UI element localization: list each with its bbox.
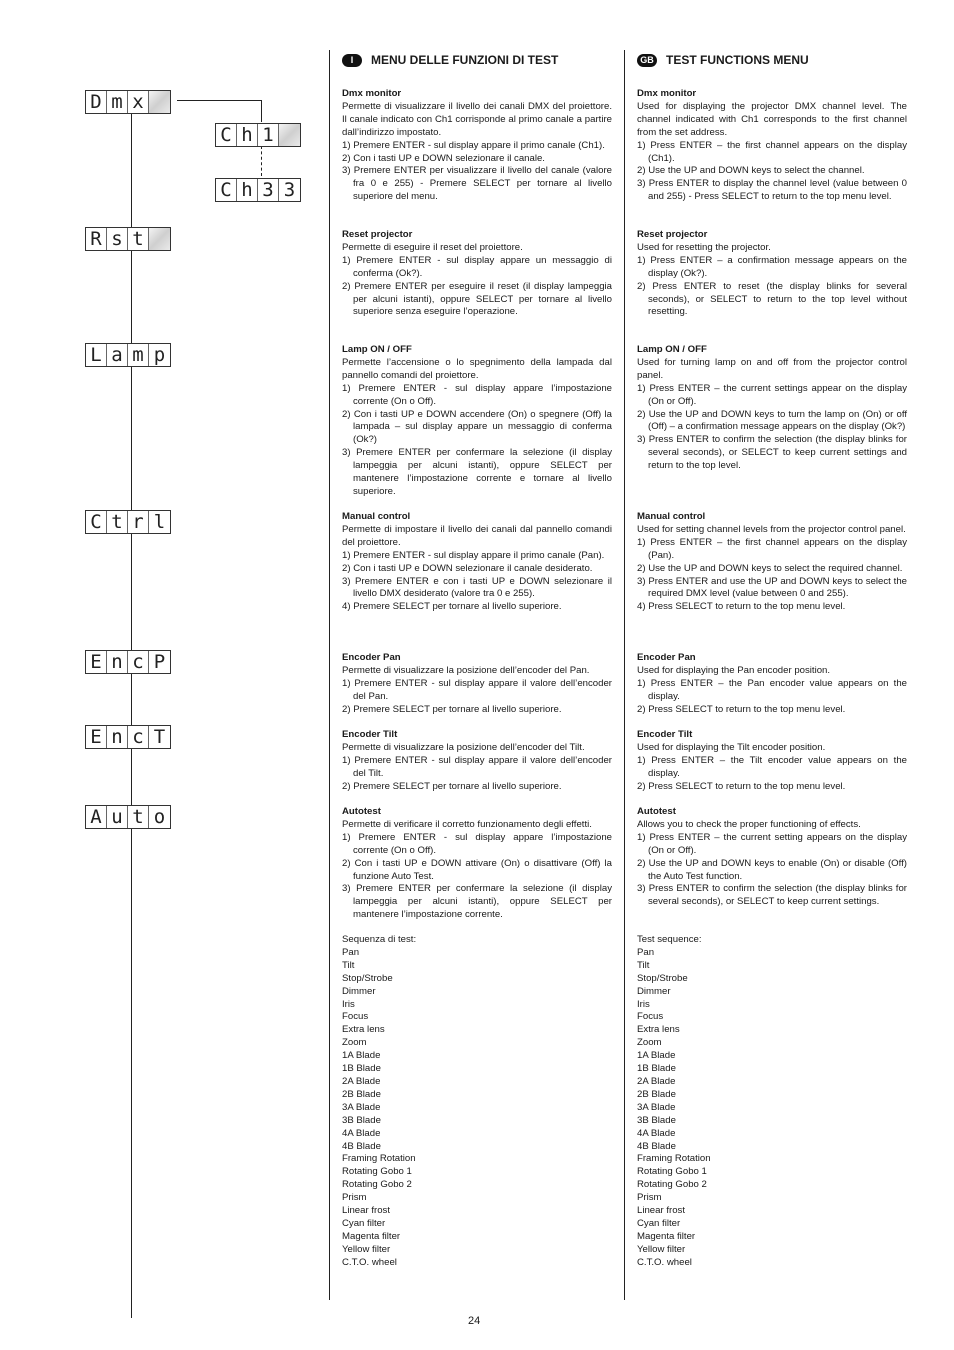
lcd-dmx — [85, 90, 171, 114]
section-text: Permette di visualizzare il livello dei canali DMX del proiettore. Il canale indicato con Ch1 corrisponde al primo canale a partire dall’indirizzo impostato. — [342, 100, 612, 138]
section-title: Reset projector — [342, 229, 413, 240]
sequence-item: Prism — [342, 1192, 367, 1204]
section-title: Manual control — [637, 511, 706, 522]
sequence-item: Rotating Gobo 1 — [637, 1166, 707, 1178]
sequence-item: Iris — [637, 998, 650, 1010]
sequence-item: 1A Blade — [342, 1050, 381, 1062]
step: 1) Premere ENTER - sul display appare il valore dell’encoder del Pan. — [342, 677, 612, 702]
lcd-char: m — [128, 344, 149, 366]
lcd-char: t — [107, 511, 128, 533]
section-lamp — [637, 344, 907, 473]
lcd-char: 3 — [283, 179, 296, 201]
section-title: Dmx monitor — [637, 88, 697, 99]
italian-header — [342, 52, 612, 68]
sequence-item: Cyan filter — [637, 1217, 681, 1229]
step: 1) Press ENTER – a confirmation message appears on the display (Ok?). — [637, 254, 907, 279]
lcd-blank — [149, 228, 170, 250]
section-dmx-monitor — [342, 88, 612, 204]
lcd-encp — [85, 650, 171, 674]
lcd-char: T — [153, 726, 166, 748]
test-sequence-it — [342, 934, 612, 1270]
sequence-item: Yellow filter — [342, 1243, 391, 1255]
sequence-item: Iris — [342, 998, 355, 1010]
sequence-item: Zoom — [342, 1037, 367, 1049]
italian-title: MENU DELLE FUNZIONI DI TEST — [371, 52, 559, 67]
sequence-item: Linear frost — [637, 1205, 685, 1217]
lcd-ch1 — [215, 123, 301, 147]
sequence-item: Pan — [342, 946, 360, 958]
lcd-char: s — [107, 228, 128, 250]
section-text: Permette di eseguire il reset del proiettore. — [342, 241, 523, 253]
lcd-char: t — [128, 228, 149, 250]
step: 2) Use the UP and DOWN keys to select the required channel. — [637, 562, 903, 574]
step: 2) Use the UP and DOWN keys to turn the lamp on (On) or off (Off) – a confirmation message appears on the display (Ok?) — [637, 408, 907, 433]
sequence-item: 4B Blade — [637, 1140, 676, 1152]
section-title: Dmx monitor — [342, 88, 402, 99]
lcd-ch33 — [215, 178, 301, 202]
lcd-blank — [149, 91, 170, 113]
sequence-item: Linear frost — [342, 1205, 390, 1217]
sequence-item: Extra lens — [342, 1024, 385, 1036]
sequence-item: Framing Rotation — [342, 1153, 416, 1165]
channel-dotted-line — [261, 146, 262, 176]
step: 1) Press ENTER – the Pan encoder value appears on the display. — [637, 677, 907, 702]
step: 1) Press ENTER – the current setting appears on the display (On or Off). — [637, 831, 907, 856]
sequence-item: Rotating Gobo 2 — [637, 1179, 707, 1191]
step: 1) Press ENTER – the Tilt encoder value appears on the display. — [637, 754, 907, 779]
italian-column — [342, 52, 612, 1282]
section-text: Used for displaying the Tilt encoder position. — [637, 741, 826, 753]
sequence-item: Focus — [637, 1011, 664, 1023]
sequence-item: 1A Blade — [637, 1050, 676, 1062]
step: 1) Press ENTER – the current settings appear on the display (On or Off). — [637, 382, 907, 407]
lcd-char: l — [153, 511, 166, 533]
lcd-char: A — [86, 806, 107, 828]
step: 1) Press ENTER – the first channel appears on the display (Pan). — [637, 536, 907, 561]
section-autotest — [637, 806, 907, 909]
lcd-char: E — [86, 651, 107, 673]
section-text: Used for resetting the projector. — [637, 241, 771, 253]
menu-tree-trunk — [131, 112, 132, 1318]
step: 2) Press SELECT to return to the top menu level. — [637, 703, 846, 715]
step: 3) Press ENTER to confirm the selection (the display blinks for several seconds), or SELECT to keep current settings and return to the top level. — [637, 434, 907, 472]
lcd-char: C — [86, 511, 107, 533]
lcd-char: n — [107, 726, 128, 748]
section-lamp — [342, 344, 612, 499]
sequence-item: C.T.O. wheel — [637, 1256, 692, 1268]
step: 2) Press ENTER to reset (the display blinks for several seconds), or SELECT to return to the top level without resetting. — [637, 280, 907, 318]
lcd-char: n — [107, 651, 128, 673]
lcd-auto — [85, 805, 171, 829]
lcd-blank — [279, 124, 300, 146]
step: 1) Premere ENTER - sul display appare il valore dell’encoder del Tilt. — [342, 754, 612, 779]
english-title: TEST FUNCTIONS MENU — [666, 52, 809, 67]
step: 4) Premere SELECT per tornare al livello superiore. — [342, 601, 562, 613]
sequence-item: Stop/Strobe — [342, 972, 393, 984]
sequence-item: 4B Blade — [342, 1140, 381, 1152]
step: 4) Press SELECT to return to the top menu level. — [637, 601, 846, 613]
sequence-item: Framing Rotation — [637, 1153, 711, 1165]
section-autotest — [342, 806, 612, 922]
dmx-connector — [177, 100, 261, 101]
test-sequence-en — [637, 934, 907, 1270]
section-title: Encoder Tilt — [342, 729, 398, 740]
section-text: Used for displaying the Pan encoder position. — [637, 664, 831, 676]
sequence-item: Dimmer — [637, 985, 671, 997]
sequence-item: 3B Blade — [637, 1114, 676, 1126]
lcd-char: h — [237, 179, 258, 201]
sequence-title: Test sequence: — [637, 934, 702, 945]
sequence-title: Sequenza di test: — [342, 934, 417, 945]
sequence-item: 2B Blade — [637, 1088, 676, 1100]
step: 3) Premere ENTER per confermare la selezione (il display lampeggia per alcuni istanti), oppure SELECT per mantenere l’impostazione corrente e tornare al livello superiore. — [342, 447, 612, 497]
sequence-item: 1B Blade — [637, 1063, 676, 1075]
sequence-item: Focus — [342, 1011, 369, 1023]
section-encoder-pan — [637, 652, 907, 717]
section-text: Permette di impostare il livello dei canali dal pannello comandi del proiettore. — [342, 523, 612, 548]
column-divider-right — [624, 50, 625, 1300]
step: 2) Premere SELECT per tornare al livello superiore. — [342, 780, 562, 792]
section-title: Lamp ON / OFF — [342, 344, 412, 355]
sequence-item: Yellow filter — [637, 1243, 686, 1255]
step: 2) Press SELECT to return to the top menu level. — [637, 780, 846, 792]
dmx-branch-line — [261, 100, 262, 122]
lcd-char: C — [216, 179, 237, 201]
lcd-char: C — [216, 124, 237, 146]
section-text: Used for turning lamp on and off from the projector control panel. — [637, 356, 907, 381]
section-manual-control — [342, 511, 612, 614]
lcd-char: P — [153, 651, 166, 673]
step: 2) Use the UP and DOWN keys to enable (On) or disable (Off) the Auto Test function. — [637, 857, 907, 882]
sequence-item: Dimmer — [342, 985, 376, 997]
lcd-enct — [85, 725, 171, 749]
step: 3) Press ENTER to confirm the selection (the display blinks for several seconds), or SELECT to keep current settings. — [637, 883, 907, 908]
lcd-char: E — [86, 726, 107, 748]
section-text: Permette di verificare il corretto funzionamento degli effetti. — [342, 818, 592, 830]
step: 1) Premere ENTER - sul display appare il primo canale (Pan). — [342, 549, 605, 561]
sequence-item: Cyan filter — [342, 1217, 386, 1229]
lcd-char: R — [86, 228, 107, 250]
lcd-lamp — [85, 343, 171, 367]
lcd-char: u — [107, 806, 128, 828]
page-number: 24 — [468, 1315, 481, 1327]
section-title: Encoder Tilt — [637, 729, 693, 740]
sequence-item: 1B Blade — [342, 1063, 381, 1075]
step: 2) Con i tasti UP e DOWN selezionare il canale. — [342, 152, 545, 164]
lcd-char: 1 — [258, 124, 279, 146]
sequence-item: 3A Blade — [342, 1101, 381, 1113]
step: 1) Premere ENTER - sul display appare l’impostazione corrente (On o Off). — [342, 831, 612, 856]
sequence-item: Stop/Strobe — [637, 972, 688, 984]
step: 3) Premere ENTER per confermare la selezione (il display lampeggia per alcuni istanti), oppure SELECT per mantenere l’impostazione corrente. — [342, 883, 612, 921]
column-divider-left — [329, 50, 330, 1300]
section-title: Encoder Pan — [342, 652, 401, 663]
sequence-item: Magenta filter — [637, 1230, 696, 1242]
lcd-char: 3 — [258, 179, 279, 201]
step: 2) Con i tasti UP e DOWN accendere (On) o spegnere (Off) la lampada – sul display appare un messaggio di conferma (Ok?) — [342, 408, 612, 446]
lcd-char: D — [86, 91, 107, 113]
sequence-item: Magenta filter — [342, 1230, 401, 1242]
step: 2) Con i tasti UP e DOWN attivare (On) o disattivare (Off) la funzione Auto Test. — [342, 857, 612, 882]
lcd-char: L — [86, 344, 107, 366]
section-title: Manual control — [342, 511, 411, 522]
step: 3) Premere ENTER per visualizzare il livello del canale (valore fra 0 e 255) - Premere SELECT per tornare al livello superiore del menu. — [342, 165, 612, 203]
section-encoder-tilt — [342, 729, 612, 794]
section-dmx-monitor — [637, 88, 907, 204]
section-reset-projector — [637, 229, 907, 319]
lcd-char: t — [128, 806, 149, 828]
sequence-item: Extra lens — [637, 1024, 680, 1036]
sequence-item: 3B Blade — [342, 1114, 381, 1126]
step: 1) Press ENTER – the first channel appears on the display (Ch1). — [637, 139, 907, 164]
sequence-item: Rotating Gobo 2 — [342, 1179, 412, 1191]
sequence-item: Zoom — [637, 1037, 662, 1049]
step: 3) Press ENTER and use the UP and DOWN keys to select the required DMX level (value between 0 and 255). — [637, 575, 907, 600]
lcd-char: h — [237, 124, 258, 146]
sequence-item: C.T.O. wheel — [342, 1256, 397, 1268]
step: 2) Use the UP and DOWN keys to select the channel. — [637, 165, 865, 177]
section-title: Autotest — [637, 806, 676, 817]
language-badge-gb: GB — [637, 54, 657, 67]
lcd-char: a — [107, 344, 128, 366]
step: 2) Con i tasti UP e DOWN selezionare il canale desiderato. — [342, 562, 593, 574]
lcd-char: x — [128, 91, 149, 113]
section-title: Reset projector — [637, 229, 708, 240]
section-title: Encoder Pan — [637, 652, 696, 663]
lcd-char: r — [128, 511, 149, 533]
section-title: Lamp ON / OFF — [637, 344, 707, 355]
lcd-ctrl — [85, 510, 171, 534]
sequence-item: Pan — [637, 946, 655, 958]
step: 3) Premere ENTER e con i tasti UP e DOWN selezionare il livello DMX desiderato (valore tra 0 e 255). — [342, 575, 612, 600]
section-encoder-pan — [342, 652, 612, 717]
language-badge-it: I — [342, 54, 362, 67]
lcd-char: m — [107, 91, 128, 113]
sequence-item: 2B Blade — [342, 1088, 381, 1100]
english-column — [637, 52, 907, 1282]
sequence-item: 4A Blade — [342, 1127, 381, 1139]
section-text: Used for setting channel levels from the projector control panel. — [637, 523, 906, 535]
step: 1) Premere ENTER - sul display appare l’impostazione corrente (On o Off). — [342, 382, 612, 407]
sequence-item: 3A Blade — [637, 1101, 676, 1113]
lcd-char: p — [153, 344, 166, 366]
sequence-item: 2A Blade — [637, 1075, 676, 1087]
sequence-item: 4A Blade — [637, 1127, 676, 1139]
section-text: Allows you to check the proper functioning of effects. — [637, 818, 861, 830]
sequence-item: Tilt — [342, 959, 355, 971]
sequence-item: Tilt — [637, 959, 650, 971]
section-text: Used for displaying the projector DMX channel level. The channel indicated with Ch1 corresponds to the first channel from the set address. — [637, 100, 907, 138]
step: 1) Premere ENTER - sul display appare un messaggio di conferma (Ok?). — [342, 254, 612, 279]
step: 1) Premere ENTER - sul display appare il primo canale (Ch1). — [342, 139, 605, 151]
section-manual-control — [637, 511, 907, 614]
english-header — [637, 52, 907, 68]
lcd-char: c — [128, 651, 149, 673]
section-reset-projector — [342, 229, 612, 319]
lcd-char: o — [153, 806, 166, 828]
step: 3) Press ENTER to display the channel level (value between 0 and 255) - Press SELECT to return to the top menu level. — [637, 178, 907, 203]
sequence-item: Prism — [637, 1192, 662, 1204]
step: 2) Premere SELECT per tornare al livello superiore. — [342, 703, 562, 715]
section-text: Permette di visualizzare la posizione dell’encoder del Tilt. — [342, 741, 585, 753]
sequence-item: Rotating Gobo 1 — [342, 1166, 412, 1178]
section-encoder-tilt — [637, 729, 907, 794]
sequence-item: 2A Blade — [342, 1075, 381, 1087]
section-text: Permette di visualizzare la posizione dell’encoder del Pan. — [342, 664, 590, 676]
section-title: Autotest — [342, 806, 381, 817]
step: 2) Premere ENTER per eseguire il reset (il display lampeggia per alcuni istanti), oppure SELECT per tornare al livello superiore senza eseguire l’operazione. — [342, 280, 612, 318]
lcd-char: c — [128, 726, 149, 748]
section-text: Permette l’accensione o lo spegnimento della lampada dal pannello comandi del proiettore. — [342, 356, 612, 381]
lcd-rst — [85, 227, 171, 251]
